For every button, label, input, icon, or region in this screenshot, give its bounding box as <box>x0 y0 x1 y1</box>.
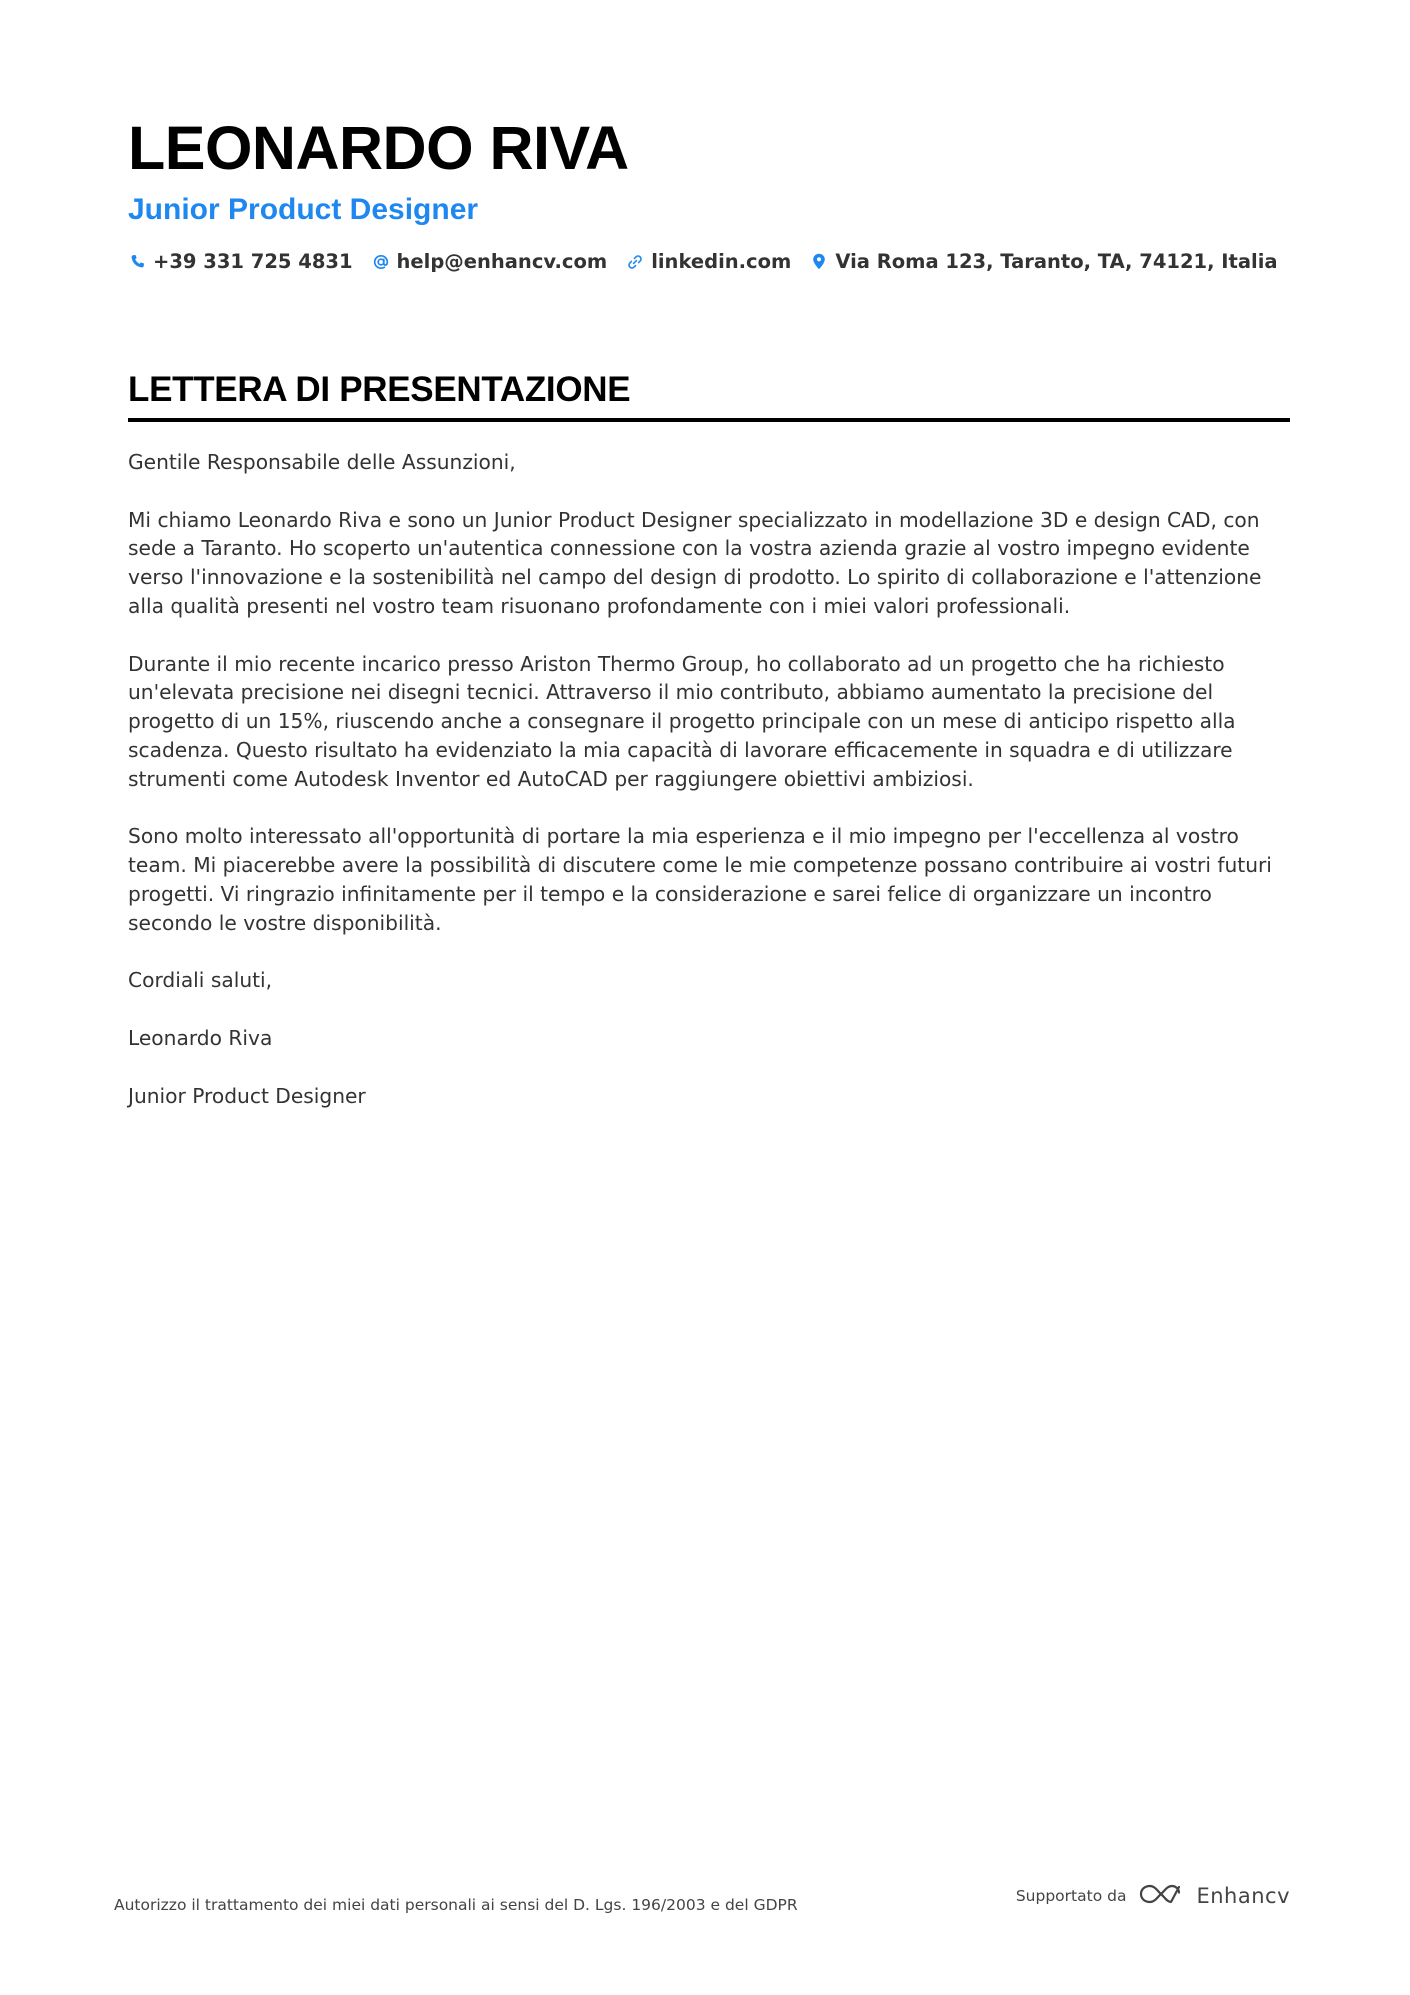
signature-name: Leonardo Riva <box>128 1025 273 1050</box>
contact-linkedin[interactable] <box>626 250 791 273</box>
letter-closing: Cordiali saluti, <box>128 968 273 993</box>
contact-phone-text: +39 331 725 4831 <box>153 250 353 273</box>
phone-icon <box>128 253 146 271</box>
powered-by[interactable] <box>1016 1882 1290 1910</box>
privacy-consent: Autorizzo il trattamento dei miei dati personali ai sensi del D. Lgs. 196/2003 e del GDPR <box>114 1896 798 1914</box>
contact-bar <box>128 250 1290 273</box>
letter-greeting: Gentile Responsabile delle Assunzioni, <box>128 450 516 474</box>
candidate-title: Junior Product Designer <box>128 193 479 226</box>
enhancv-wordmark: Enhancv <box>1196 1884 1290 1908</box>
supported-by-label: Supportato da <box>1015 1887 1127 1905</box>
contact-address-text: Via Roma 123, Taranto, TA, 74121, Italia <box>835 250 1278 273</box>
letter-paragraph-2: Durante il mio recente incarico presso Ariston Thermo Group, ho collaborato ad un progetto che ha richiesto un'elevata precisione nei disegni tecnici. Attraverso il mio contributo, abbiamo aumentato la precisione del progetto di un 15%, riuscendo anche a consegnare il progetto principale con un mese di anticipo rispetto alla scadenza. Questo risultato ha evidenziato la mia capacità di lavorare efficacemente in squadra e di utilizzare strumenti come Autodesk Inventor ed AutoCAD per raggiungere obiettivi ambiziosi. <box>128 651 1236 791</box>
contact-email-text: help@enhancv.com <box>396 250 608 273</box>
at-icon <box>372 253 390 271</box>
section-title: LETTERA DI PRESENTAZIONE <box>128 370 631 409</box>
enhancv-logo-icon <box>1138 1882 1184 1910</box>
section-divider <box>128 418 1290 422</box>
letter-paragraph-3: Sono molto interessato all'opportunità di portare la mia esperienza e il mio impegno per l'eccellenza al vostro team. Mi piacerebbe avere la possibilità di discutere come le mie competenze possano contribuire ai vostri futuri progetti. Vi ringrazio infinitamente per il tempo e la considerazione e sarei felice di organizzare un incontro secondo le vostre disponibilità. <box>128 824 1272 935</box>
cover-letter-section <box>128 368 1290 1139</box>
letter-body <box>128 448 1290 1110</box>
contact-address <box>810 250 1277 273</box>
location-pin-icon <box>810 253 828 271</box>
contact-phone <box>128 250 353 273</box>
contact-email[interactable] <box>372 250 608 273</box>
contact-linkedin-text: linkedin.com <box>651 250 792 273</box>
letter-header <box>128 108 1290 273</box>
letter-paragraph-1: Mi chiamo Leonardo Riva e sono un Junior Product Designer specializzato in modellazione 3D e design CAD, con sede a Taranto. Ho scoperto un'autentica connessione con la vostra azienda grazie al vostro impegno evidente verso l'innovazione e la sostenibilità nel campo del design di prodotto. Lo spirito di collaborazione e l'attenzione alla qualità presenti nel vostro team risuonano profondamente con i miei valori professionali. <box>128 507 1262 618</box>
candidate-name: LEONARDO RIVA <box>128 114 629 182</box>
link-icon <box>626 253 644 271</box>
signature-title: Junior Product Designer <box>128 1083 366 1108</box>
